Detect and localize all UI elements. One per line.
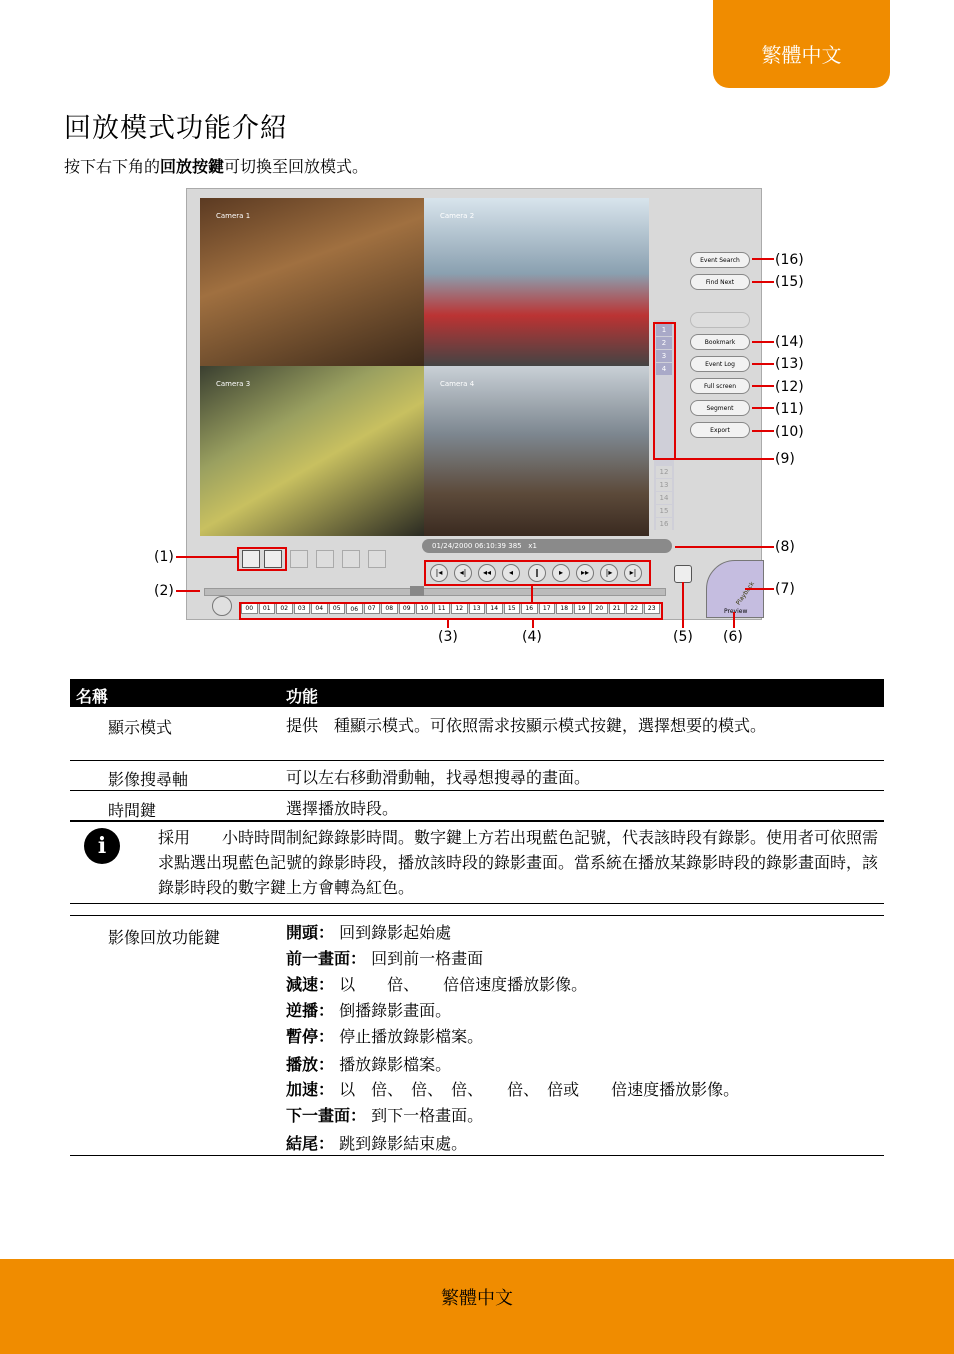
func-reverse: 逆播： 倒播錄影畫面。 <box>286 1001 452 1020</box>
hour-button[interactable]: 16 <box>521 602 538 614</box>
intro-text: 按下右下角的回放按鍵可切換至回放模式。 <box>64 157 369 176</box>
end-button[interactable]: ▸| <box>624 564 642 582</box>
callout-4: (4) <box>522 629 542 645</box>
func-begin: 開頭： 回到錄影起始處 <box>286 923 452 942</box>
channel-14-button[interactable]: 14 <box>656 492 672 504</box>
hour-button[interactable]: 15 <box>504 602 521 614</box>
hour-button[interactable]: 21 <box>609 602 626 614</box>
channel-13-button[interactable]: 13 <box>656 479 672 491</box>
hour-button[interactable]: 10 <box>416 602 433 614</box>
hour-button[interactable]: 18 <box>556 602 573 614</box>
channel-16-button[interactable]: 16 <box>656 518 672 530</box>
footer-bar <box>0 1259 954 1354</box>
playback-button-label: Playback <box>734 580 756 607</box>
hour-button[interactable]: 09 <box>399 602 416 614</box>
next-frame-button[interactable]: |▸ <box>600 564 618 582</box>
row-name-time-buttons: 時間鍵 <box>108 801 157 820</box>
hour-button[interactable]: 07 <box>364 602 381 614</box>
previous-frame-button[interactable]: ◂| <box>454 564 472 582</box>
event-search-button[interactable]: Event Search <box>690 252 750 268</box>
hour-button[interactable]: 12 <box>451 602 468 614</box>
hour-button[interactable]: 05 <box>329 602 346 614</box>
pause-button[interactable]: ‖ <box>528 564 546 582</box>
channel-2-button[interactable]: 2 <box>656 337 672 349</box>
camera-view-3: Camera 3 <box>200 366 424 536</box>
callout-10: (10) <box>775 424 804 440</box>
func-play: 播放： 播放錄影檔案。 <box>286 1055 452 1074</box>
header-name: 名稱 <box>76 687 109 706</box>
row-name-search-slider: 影像搜尋軸 <box>108 770 189 789</box>
hour-button[interactable]: 06 <box>346 602 363 614</box>
page-title: 回放模式功能介紹 <box>64 113 288 144</box>
info-note: 採用 小時時間制紀錄錄影時間。數字鍵上方若出現藍色記號，代表該時段有錄影。使用者可依照需求點選出現藍色記號的錄影時段，播放該時段的錄影畫面。當系統在播放某錄影時段的錄影畫面時，該錄影時段的數字鍵上方會轉為紅色。 <box>158 828 879 897</box>
func-previous-frame: 前一畫面： 回到前一格畫面 <box>286 949 484 968</box>
camera-view-4: Camera 4 <box>424 366 649 536</box>
reverse-button[interactable]: ◂ <box>502 564 520 582</box>
row-divider <box>70 790 884 791</box>
event-log-button[interactable]: Event Log <box>690 356 750 372</box>
hour-button[interactable]: 23 <box>644 602 661 614</box>
hour-button[interactable]: 17 <box>539 602 556 614</box>
callout-8: (8) <box>775 539 795 555</box>
callout-14: (14) <box>775 334 804 350</box>
hour-button[interactable]: 13 <box>469 602 486 614</box>
segment-button[interactable]: Segment <box>690 400 750 416</box>
row-name-display-mode: 顯示模式 <box>108 718 173 737</box>
row-divider <box>70 903 884 904</box>
camera-view-1: Camera 1 <box>200 198 424 366</box>
func-slow: 減速： 以 倍、 倍倍速度播放影像。 <box>286 975 588 994</box>
row-func-time-buttons: 選擇播放時段。 <box>286 799 399 818</box>
row-func-search-slider: 可以左右移動滑動軸，找尋想搜尋的畫面。 <box>286 768 591 787</box>
footer-label: 繁體中文 <box>441 1288 513 1309</box>
callout-13: (13) <box>775 356 804 372</box>
callout-2: (2) <box>154 583 174 599</box>
full-screen-button[interactable]: Full screen <box>690 378 750 394</box>
hour-button[interactable]: 02 <box>276 602 293 614</box>
hour-button[interactable]: 14 <box>486 602 503 614</box>
callout-1: (1) <box>154 549 174 565</box>
row-name-playback-keys: 影像回放功能鍵 <box>108 928 221 947</box>
hour-button[interactable]: 08 <box>381 602 398 614</box>
hour-button[interactable]: 00 <box>241 602 258 614</box>
hour-button[interactable]: 03 <box>294 602 311 614</box>
callout-12: (12) <box>775 379 804 395</box>
callout-11: (11) <box>775 401 804 417</box>
channel-3-button[interactable]: 3 <box>656 350 672 362</box>
header-function: 功能 <box>286 687 319 706</box>
preview-button-label: Preview <box>724 608 748 615</box>
func-next-frame: 下一畫面： 到下一格畫面。 <box>286 1106 484 1125</box>
camera-view-2: Camera 2 <box>424 198 649 366</box>
row-divider <box>70 820 884 822</box>
callout-3: (3) <box>438 629 458 645</box>
row-func-display-mode: 提供 種顯示模式。可依照需求按顯示模式按鍵，選擇想要的模式。 <box>286 716 767 735</box>
hour-button[interactable]: 04 <box>311 602 328 614</box>
callout-16: (16) <box>775 252 804 268</box>
callout-9: (9) <box>775 451 795 467</box>
language-tab: 繁體中文 <box>713 0 890 88</box>
func-pause: 暫停： 停止播放錄影檔案。 <box>286 1027 484 1046</box>
slow-button[interactable]: ◂◂ <box>478 564 496 582</box>
callout-6: (6) <box>723 629 743 645</box>
hour-button[interactable]: 22 <box>626 602 643 614</box>
timestamp-bar: 01/24/2000 06:10:39 385 x1 <box>422 539 672 553</box>
callout-7: (7) <box>775 581 795 597</box>
table-header <box>70 679 884 707</box>
begin-button[interactable]: |◂ <box>430 564 448 582</box>
channel-15-button[interactable]: 15 <box>656 505 672 517</box>
bookmark-button[interactable]: Bookmark <box>690 334 750 350</box>
callout-5: (5) <box>673 629 693 645</box>
func-fast: 加速： 以 倍、 倍、 倍、 倍、 倍或 倍速度播放影像。 <box>286 1080 740 1099</box>
channel-12-button[interactable]: 12 <box>656 466 672 478</box>
find-next-button[interactable]: Find Next <box>690 274 750 290</box>
channel-1-button[interactable]: 1 <box>656 324 672 336</box>
func-end: 結尾： 跳到錄影結束處。 <box>286 1134 468 1153</box>
play-button[interactable]: ▸ <box>552 564 570 582</box>
hour-button[interactable]: 19 <box>574 602 591 614</box>
row-divider <box>70 1155 884 1156</box>
hour-button[interactable]: 11 <box>434 602 451 614</box>
hour-button[interactable]: 20 <box>591 602 608 614</box>
fast-button[interactable]: ▸▸ <box>576 564 594 582</box>
callout-15: (15) <box>775 274 804 290</box>
hour-button[interactable]: 01 <box>259 602 276 614</box>
info-icon: i <box>84 828 120 864</box>
row-divider <box>70 915 884 916</box>
channel-4-button[interactable]: 4 <box>656 363 672 375</box>
export-button[interactable]: Export <box>690 422 750 438</box>
row-divider <box>70 760 884 761</box>
